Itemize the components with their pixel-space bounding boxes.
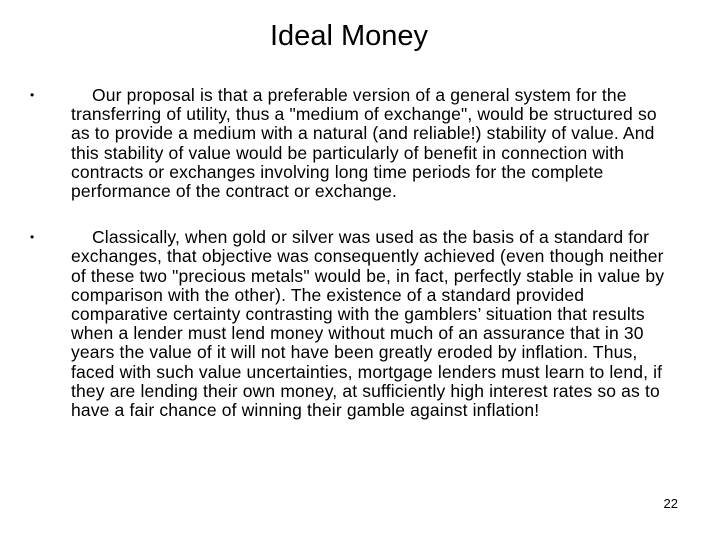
page-number: 22 (663, 496, 678, 511)
bullet-text: Classically, when gold or silver was used as the basis of a standard for exchanges, that objective was consequently achieved (even though neither of these two "precious metals" would be, in fact, perfectly stable in value by comparison with the other). The existence of a standard provided comparative certainty contrasting with the gamblers’ situation that results when a lender must lend money without much of an assurance that in 30 years the value of it will not have been greatly eroded by inflation. Thus, faced with such value uncertainties, mortgage lenders must learn to lend, if they are lending their own money, at sufficiently high interest rates so as to have a fair chance of winning their gamble against inflation! (71, 227, 665, 421)
bullet-text: Our proposal is that a preferable version of a general system for the transferring of utility, thus a "medium of exchange", would be structured so as to provide a medium with a natural (and reliable!) stability of value. And this stability of value would be particularly of benefit in connection with contracts or exchanges involving long time periods for the complete performance of the contract or exchange. (71, 85, 657, 202)
bullet-item-2 (30, 228, 670, 420)
bullet-list (30, 86, 670, 420)
bullet-item-1 (30, 86, 670, 201)
slide-title: Ideal Money (270, 20, 428, 52)
bullet-marker: • (30, 88, 35, 102)
bullet-marker: • (30, 230, 35, 245)
